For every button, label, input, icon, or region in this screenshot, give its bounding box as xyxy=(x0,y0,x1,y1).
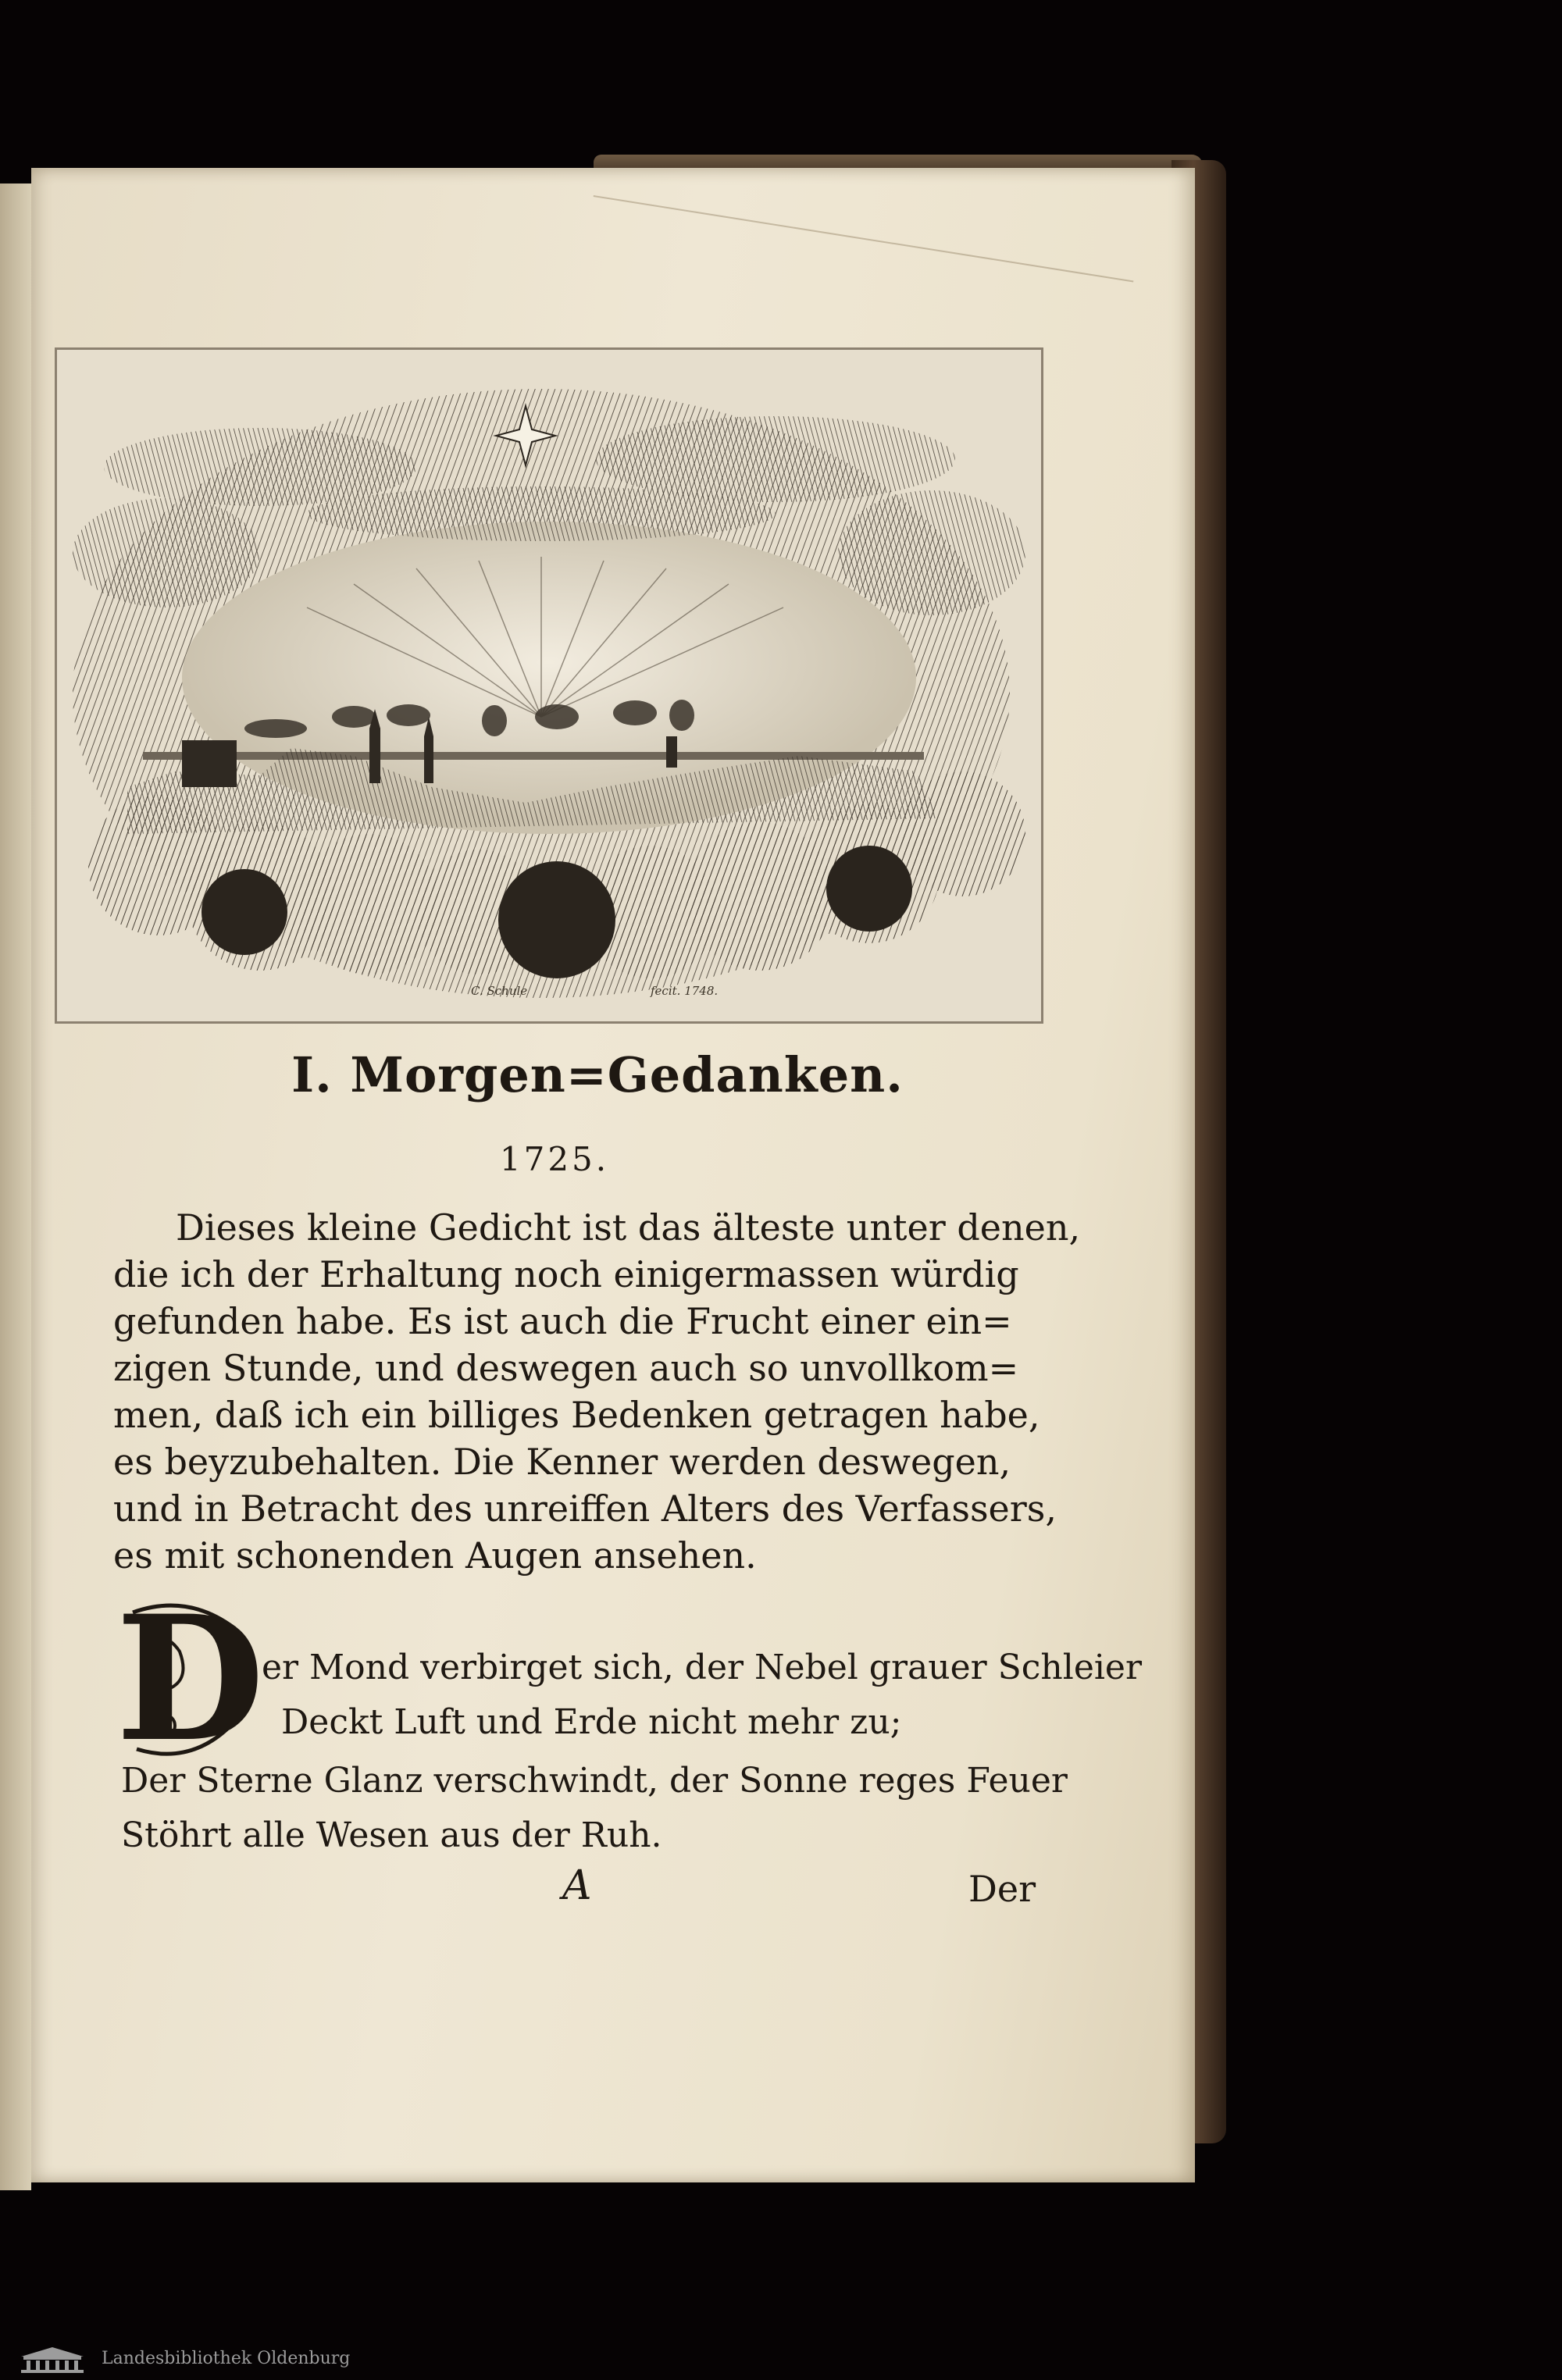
catchword: Der xyxy=(968,1868,1036,1910)
verse-line: Stöhrt alle Wesen aus der Ruh. xyxy=(121,1815,662,1855)
left-page-edge xyxy=(0,183,31,2190)
verse-line: er Mond verbirget sich, der Nebel grauer Schleier xyxy=(262,1648,1143,1687)
poem-title: I. Morgen=Gedanken. xyxy=(291,1046,904,1103)
verse-line: Deckt Luft und Erde nicht mehr zu; xyxy=(281,1702,902,1742)
verse-line: Der Sterne Glanz verschwindt, der Sonne reges Feuer xyxy=(121,1761,1068,1801)
preface-line: men, daß ich ein billiges Bedenken getragen habe, xyxy=(113,1394,1040,1436)
preface-line: es beyzubehalten. Die Kenner werden deswegen, xyxy=(113,1441,1011,1483)
printer-signature-mark: A xyxy=(562,1862,592,1909)
engraving-date: fecit. 1748. xyxy=(651,984,719,998)
engraving-scene xyxy=(57,350,1041,1021)
library-building-icon xyxy=(17,2346,87,2374)
engraving-illustration xyxy=(55,347,1043,1024)
poem-initial-letter: D xyxy=(116,1577,265,1780)
preface-line: gefunden habe. Es ist auch die Frucht einer ein= xyxy=(113,1300,1012,1342)
preface-line: es mit schonenden Augen ansehen. xyxy=(113,1534,757,1577)
preface-line: Dieses kleine Gedicht ist das älteste unter denen, xyxy=(176,1206,1081,1249)
library-name: Landesbibliothek Oldenburg xyxy=(102,2349,351,2368)
preface-line: die ich der Erhaltung noch einigermassen würdig xyxy=(113,1253,1019,1295)
poem-year: 1725. xyxy=(499,1140,610,1178)
preface-line: zigen Stunde, und deswegen auch so unvollkom= xyxy=(113,1347,1019,1389)
engraver-signature: C. Schule xyxy=(471,984,528,998)
preface-line: und in Betracht des unreiffen Alters des Verfassers, xyxy=(113,1488,1057,1530)
